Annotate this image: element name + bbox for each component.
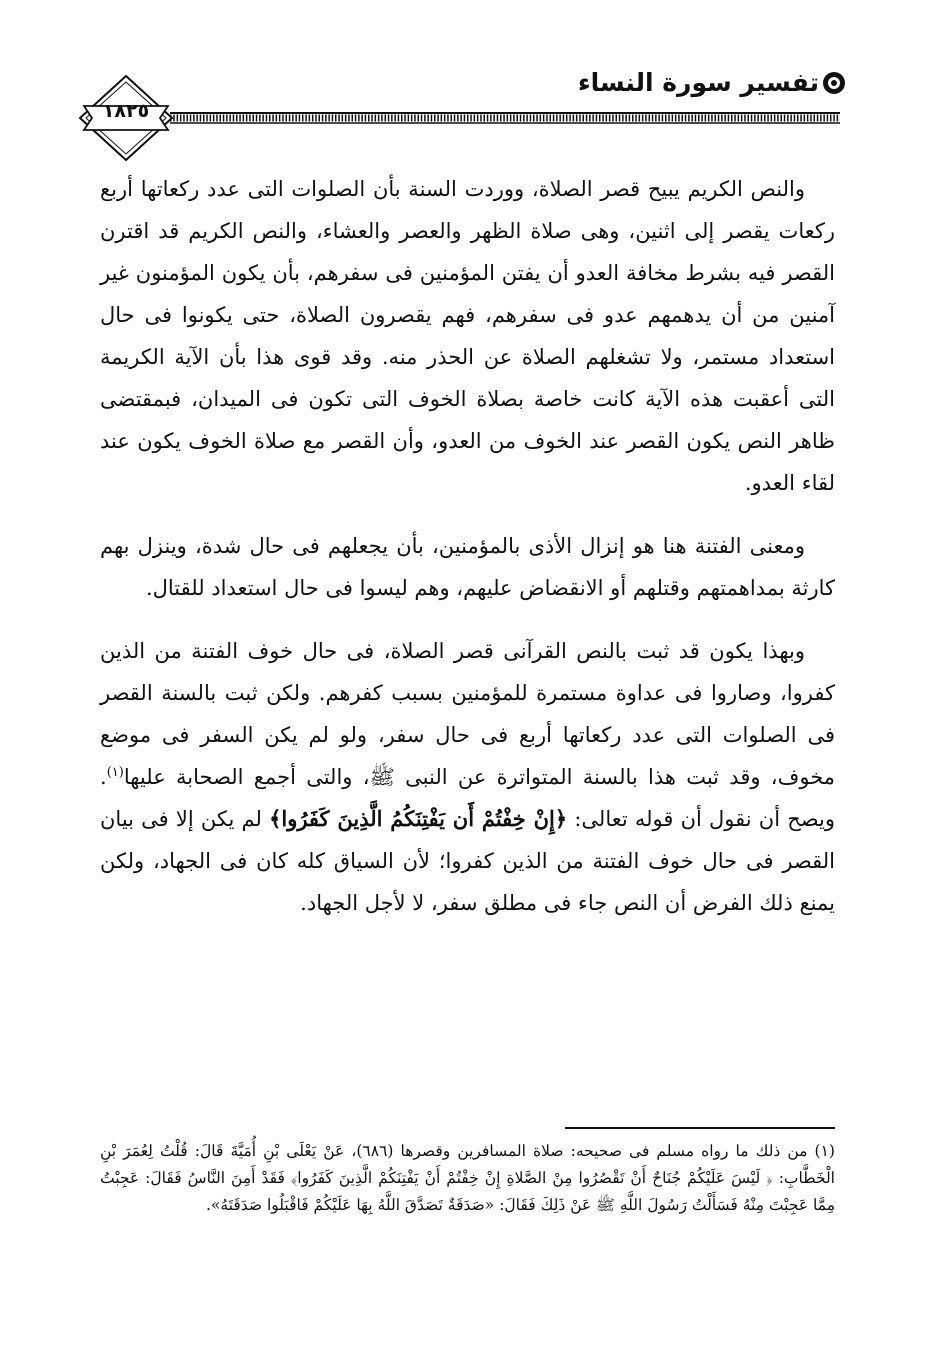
footnote-text: (١) من ذلك ما رواه مسلم فى صحيحه: صلاة المسافرين وقصرها (٦٨٦)، عَنْ يَعْلَى بْنِ أُمَيَّةَ قَالَ: قُلْتُ لِعُمَرَ بْنِ الْخَطَّابِ: ﴿ لَيْسَ عَلَيْكُمْ جُنَاحٌ أَنْ تَقْصُرُوا مِنْ الصَّلاةِ إِنْ خِفْتُمْ أَنْ يَفْتِنَكُمْ الَّذِينَ كَفَرُوا﴾ فَقَدْ أَمِنَ النَّاسُ فَقَالَ: عَجِبْتُ مِمَّا عَجِبْتَ مِنْهُ فَسَأَلْتُ رَسُولَ اللَّهِ ﷺ عَنْ ذَلِكَ فَقَالَ: «صَدَقَةٌ تَصَدَّقَ اللَّهُ بِهَا عَلَيْكُمْ فَاقْبَلُوا صَدَقَتَهُ». xyxy=(100,1142,835,1214)
footnote xyxy=(100,1138,835,1219)
paragraph-text: وبهذا يكون قد ثبت بالنص القرآنى قصر الصلاة، فى حال خوف الفتنة من الذين كفروا، وصاروا فى عداوة مستمرة للمؤمنين بسبب كفرهم. ولكن ثبت بالسنة القصر فى الصلوات التى عدد ركعاتها أربع فى حال سفر، ولو لم يكن السفر فى موضع مخوف، وقد ثبت هذا بالسنة المتواترة عن النبى ﷺ، والتى أجمع الصحابة عليها xyxy=(100,639,835,789)
paragraph: ومعنى الفتنة هنا هو إنزال الأذى بالمؤمنين، بأن يجعلهم فى حال شدة، وينزل بهم كارثة بمداهمتهم وقتلهم أو الانقضاض عليهم، وهم ليسوا فى حال استعداد للقتال. xyxy=(100,534,835,600)
main-text xyxy=(100,168,835,945)
page-number: ١٨٢٥ xyxy=(102,100,150,122)
paragraph-text: لم يكن إلا فى بيان القصر فى حال خوف الفتنة من الذين كفروا؛ لأن السياق كله كان فى الجهاد، ولكن يمنع ذلك الفرض أن النص جاء فى مطلق سفر، لا لأجل الجهاد. xyxy=(100,807,835,915)
footnote-reference[interactable]: (١) xyxy=(106,765,124,780)
paragraph xyxy=(100,630,835,924)
running-title: تفسير سورة النساء xyxy=(577,68,819,97)
paragraph: والنص الكريم يبيح قصر الصلاة، ووردت السنة بأن الصلوات التى عدد ركعاتها أربع ركعات يقصر إلى اثنين، وهى صلاة الظهر والعصر والعشاء، والنص الكريم قد اقترن القصر فيه بشرط مخافة العدو أن يفتن المؤمنين فى سفرهم، بأن يكون المؤمنون غير آمنين من أن يدهمهم عدو فى سفرهم، فهم يقصرون الصلاة، حتى يكونوا فى حال استعداد مستمر، ولا تشغلهم الصلاة عن الحذر منه. وقد قوى هذا بأن الآية الكريمة التى أعقبت هذه الآية كانت خاصة بصلاة الخوف التى تكون فى الميدان، فبمقتضى ظاهر النص يكون القصر عند الخوف من العدو، وأن القصر مع صلاة الخوف يكون عند لقاء العدو. xyxy=(100,177,835,495)
quran-verse: ﴿إِنْ خِفْتُمْ أَن يَفْتِنَكُمُ الَّذِينَ كَفَرُوا﴾ xyxy=(269,806,568,831)
paragraph-text: . ويصح أن نقول أن قوله تعالى: xyxy=(100,765,835,831)
footnote-separator xyxy=(565,1127,835,1129)
page-header xyxy=(0,0,929,170)
ornament-icon xyxy=(823,72,845,94)
